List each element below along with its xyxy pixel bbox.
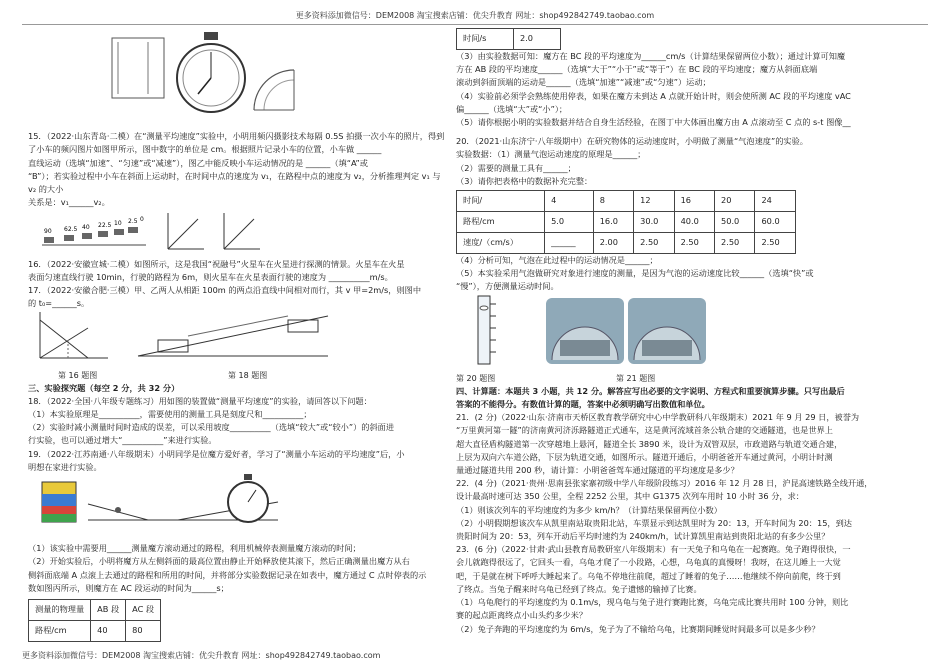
q21-line1: 21．(2 分)（2022·山东·济南市天桥区教育教学研究中心中学教研科八年级期末）2021 年 9 月 29 日，被誉为 [456,412,860,423]
bubble-tube-icon [478,296,496,364]
q19-table-header-ab: AB 段 [91,600,126,621]
q23-line6: 赛的起点距离终点小山头约多少米？ [456,610,588,621]
q20-time-2: 12 [634,191,674,212]
q23-line7: （2）兔子奔跑的平均速度约为 6m/s，兔子为了不输给乌龟，比赛期间睡觉时间最多可以是多少秒？ [456,623,820,634]
q16-line2: 表面匀速直线行驶 10min，行驶的路程为 6m，则火星车在火星表面行驶的速度为 __________m/s。 [28,271,393,282]
q20-line1: 20．（2021·山东济宁·八年级期中）在研究物体的运动速度时，小明做了测量“气泡速度”的实验。 [456,136,808,147]
q23-line3: 吧，于是就在树下呼呼大睡起来了。乌龟不停地往前爬，超过了睡着的兔子……他继续不停向前爬，终于到 [456,570,841,581]
q20-speed-label: 速度/（cm/s） [457,233,545,254]
frame-label-4: 10 [114,220,122,228]
q20-speed-5: 2.50 [755,233,796,254]
q21-line3: 超大直径盾构隧道第一次穿越地上悬河，隧道全长 3890 米，设计为双管双层，市政道路与轨道交通合建， [456,438,843,449]
section4-line1: 四、计算题：本题共 3 小题，共 12 分。解答应写出必要的文字说明、方程式和重要演算步骤。只写出最后 [456,385,845,396]
incline-car-icon [138,316,328,356]
frames-figure [42,216,146,245]
q19b-line2: （2）开始实验后，小明将魔方从左侧斜面的最高位置由静止开始释放使其滚下，然后正确测量出魔方从右 [28,556,410,567]
q20-table [456,190,796,254]
fig16-caption: 第 16 题图 [58,370,98,380]
q17-line1: 17．（2022·安徽合肥·三模）甲、乙两人从相距 100m 的两点沿直线中间相对而行，其 v 甲=2m/s，则图中 [28,285,422,296]
q20b-line3: “慢”），方便测量运动时间。 [456,281,559,292]
q20-dist-0: 5.0 [545,212,594,233]
q19-table-ac-distance: 80 [126,621,161,642]
q19c-line5: 偏______（选填“大”或“小”）； [456,103,568,114]
figure-q15 [28,209,446,253]
q19-table-row-distance: 路程/cm [29,621,91,642]
q20-speed-3: 2.50 [674,233,714,254]
q22-line1: 22．(4 分)（2021·贵州·思南县张家寨初级中学八年级阶段练习）2016 年 12 月 28 日，沪昆高速铁路全线开通， [456,478,873,489]
q22-line5: 贵阳时间为 20：53，列车开动后平均时速约为 240km/h，试计算凯里南站到贵阳北站的有多少公里？ [456,531,830,542]
q20-dist-2: 30.0 [634,212,674,233]
fig21-caption: 第 21 题图 [616,373,656,383]
q20-dist-1: 16.0 [593,212,633,233]
q20-speed-2: 2.50 [634,233,674,254]
frame-label-2: 40 [82,224,90,232]
q18-line2: （1）本实验原理是__________，需要使用的测量工具是刻度尺和__________； [28,409,312,420]
q22-line2: 设计最高时速可达 350 公里，全程 2252 公里，其中 G1375 次列车用时 10 小时 36 分，求： [456,491,804,502]
q20b-line1: （4）分析可知，气泡在此过程中的运动情况是______； [456,255,658,266]
figure-q20-q21 [456,294,926,368]
q15-line4: 关系是：v₁______v₂。 [28,197,110,208]
fig20-caption: 第 20 题图 [456,373,496,383]
q21-line5: 量通过隧道共用 200 秒，请计算：小明爸爸驾车通过隧道的平均速度是多少？ [456,465,739,476]
q15-line1: 15．（2022·山东青岛·二模）在“测量平均速度”实验中，小明用频闪摄影技术每隔 0.5S 拍摄一次小车的照片，得到了小车的频闪图片如图甲所示，图中数字的单位是 cm。根据照片记录小车的位置，小车做 ______ [28,131,445,155]
q19-table-header-ac: AC 段 [126,600,161,621]
q21-line4: 上层为双向六车道公路，下层为轨道交通，如图所示。隧道开通后，小明爸爸开车通过黄河，小明计时测 [456,451,833,462]
q19c-line1: （3）由实验数据可知：魔方在 BC 段的平均速度为______cm/s（计算结果保留两位小数）；通过计算可知魔 [456,51,846,61]
q19-table-header-quantity: 测量的物理量 [29,600,91,621]
section4-line2: 答案的不能得分。有数值计算的题，答案中必须明确写出数值和单位。 [456,399,710,410]
q20-dist-label: 路程/cm [457,212,545,233]
page-header: 更多资料添加微信号：DEM2008 淘宝搜索店铺：优尖升教育 网址：shop492842749.taobao.com [295,11,655,20]
q19-line2: 明想在家进行实验。 [28,461,102,472]
q17-line2: 的 t₀=______s。 [28,298,90,309]
q19-table-time-label: 时间/s [457,29,514,50]
q19c-line2: 方在 AB 段的平均速度______（选填“大于”“小于”或“等于”）在 BC 段的平均速度；魔方从斜面底端 [456,64,818,75]
q19b-line3: 侧斜面底端 A 点滚上去通过的路程和所用的时间，并将部分实验数据记录在如表中，魔方通过 C 点时停表的示 [28,569,427,580]
page-footer: 更多资料添加微信号：DEM2008 淘宝搜索店铺：优尖升教育 网址：shop492842749.taobao.com [22,651,381,660]
q22-line3: （1）则该次列车的平均速度约为多少 km/h？（计算结果保留两位小数） [456,504,722,515]
q20-time-5: 24 [755,191,796,212]
q15-line3: “B”）；若实验过程中小车在斜面上运动时，在时间中点的速度为 v₁，在路程中点的速度为 v₂，分析推理判定 v₁ 与 v₂ 的大小 [28,170,441,195]
q21-line2: “万里黄河第一隧”的济南黄河济泺路隧道正式通车，这是黄河流域首条公轨合建的交通隧道，也是世界上 [456,425,833,436]
q19-table-ab-distance: 40 [91,621,126,642]
q23-line4: 了终点。当兔子醒来时乌龟已经到了终点。兔子遗憾的输掉了比赛。 [456,583,702,594]
figure-q19 [28,474,446,538]
frame-label-6: 0 [140,216,144,224]
stopwatch-icon [177,32,245,112]
section3-title: 三、实验探究题（每空 2 分，共 32 分） [28,382,180,393]
q20-line3: （2）需要的测量工具有______； [456,162,576,173]
graph-b [224,213,260,249]
q20-speed-0: ______ [545,233,594,254]
q20-time-1: 8 [593,191,633,212]
q22-line4: （2）小明假期想该次车从凯里南站取贵阳北站，车票显示到达凯里时为 20：13，开车时间为 20：15，到达 [456,517,852,528]
frame-label-1: 62.5 [64,226,78,234]
figure-q16-q18 [28,310,446,364]
q15-line2: 直线运动（选填“加速”、“匀速”或“减速”），图乙中能反映小车运动情况的是 ______（填“A”或 [28,157,368,168]
q20-time-3: 16 [674,191,714,212]
tunnel-photo-right [628,298,706,364]
frame-label-3: 22.5 [98,222,112,230]
protractor-icon [254,70,294,110]
q18-line4: 行实验，也可以通过增大“__________”来进行实验。 [28,435,217,446]
q20-time-label: 时间/ [457,191,545,212]
q20-speed-4: 2.50 [715,233,755,254]
q19-table-time [456,28,561,50]
q16-line1: 16．（2022·安徽宣城·二模）如图所示，这是我国“祝融号”火星车在火星进行探测的情景。火星车在火星 [28,258,405,269]
header-rule [22,24,928,25]
q19-line1: 19．（2022·江苏南通·八年级期末）小明同学是位魔方爱好者，学习了“测量小车运动的平均速度”后，小 [28,448,405,459]
caption-row-2 [456,372,926,385]
q20b-line2: （5）本实验采用气泡做研究对象进行速度的测量，是因为气泡的运动速度比较______（选填“快”或 [456,268,814,279]
q23-line1: 23．(6 分)（2022·甘肃·武山县教育局教研室八年级期末）有一天兔子和乌龟在一起赛跑。兔子跑得很快，一 [456,544,851,555]
q20-line4: （3）请你把表格中的数据补充完整： [456,175,593,186]
left-column [28,28,446,642]
caption-row-1 [28,369,446,382]
graph-a [168,213,204,249]
q19c-line6: （5）请你根据小明的实验数据并结合自身生活经验，在图丁中大体画出魔方由 A 点滚动至 C 点的 s-t 图像__ [456,117,851,128]
ruler-icon [112,38,164,98]
st-graph-icon [40,312,108,358]
q20-dist-3: 40.0 [674,212,714,233]
rubiks-cube-icon [42,482,76,522]
q20-dist-5: 60.0 [755,212,796,233]
q23-line2: 会儿就跑得很远了，它回头一看，乌龟才爬了一小段路，心想，乌龟真的真慢呀！我呀，在这儿睡上一大觉 [456,557,841,568]
q20-speed-1: 2.00 [593,233,633,254]
q19-table [28,599,161,642]
q19-table-time-value: 2.0 [514,29,561,50]
frame-label-5: 2.5 [128,218,138,226]
q18-line1: 18．（2022·全国·八年级专题练习）用如图的装置做“测量平均速度”的实验，请回答以下问题： [28,395,372,406]
q19c-line4: （4）实验前必须学会熟练使用停表，如果在魔方未到达 A 点就开始计时，则会使所测 AC 段的平均速度 vAC [456,90,851,101]
q19b-line1: （1）该实验中需要用______测量魔方滚动通过的路程，利用机械停表测量魔方滚动的时间； [28,543,361,554]
right-column [456,28,926,636]
q19c-line3: 滚动到斜面顶端的运动是______（选填“加速”“减速”或“匀速”）运动； [456,77,711,88]
q20-time-0: 4 [545,191,594,212]
q20-line2: 实验数据：（1）测量气泡运动速度的原理是______； [456,149,646,160]
q20-time-4: 20 [715,191,755,212]
fig18-caption: 第 18 题图 [228,370,268,380]
q19b-line4: 数如图丙所示，则魔方在 AC 段运动的时间为______s； [28,582,229,593]
q18-line3: （2）实验时减小测量时间时造成的误差，可以采用坡度__________（选填“较大”或“较小”）的斜面进 [28,422,395,433]
q20-dist-4: 50.0 [715,212,755,233]
frame-label-0: 90 [44,228,52,236]
stopwatch-icon-2 [228,474,268,522]
figure-stopwatch-protractor [28,28,446,126]
tunnel-photo-left [546,298,624,364]
q23-line5: （1）乌龟爬行的平均速度约为 0.1m/s，现乌龟与兔子进行赛跑比赛，乌龟完成比赛共用时 100 分钟，则比 [456,597,849,608]
